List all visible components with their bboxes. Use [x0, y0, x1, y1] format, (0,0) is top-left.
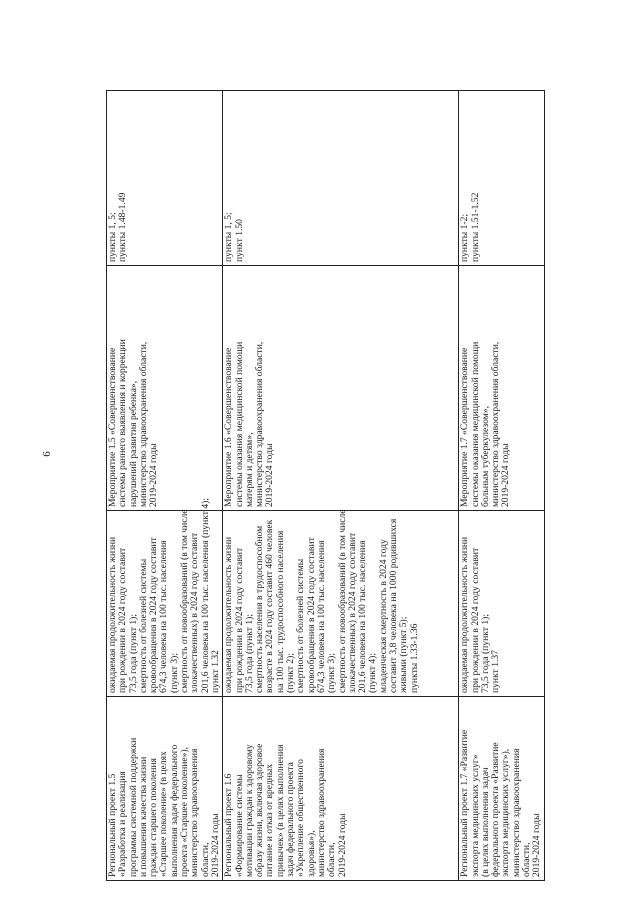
cell-line: мотивации граждан к здоровому [243, 744, 255, 877]
cell-line: младенческая смертность в 2024 году [377, 539, 389, 693]
cell-line: при рождении в 2024 году составит [233, 547, 245, 693]
cell-line: Региональный проект 1.6 [223, 773, 235, 877]
cell-line: злокачественных) в 2024 году составит [346, 532, 358, 693]
cell-line: пункты 1.33-1.36 [408, 623, 420, 693]
page-number: 6 [40, 451, 53, 457]
cell-line: Региональный проект 1.5 [107, 773, 118, 877]
cell-line: 2019-2024 годы [148, 443, 160, 507]
cell-line: кровообращения в 2024 году составит [148, 537, 160, 693]
cell-line: системы раннего выявления и коррекции [117, 339, 129, 507]
cell-line: смертность от болезней системы [295, 558, 307, 693]
cell-line: пункты 1.48-1.49 [117, 192, 129, 262]
cell-line: 2019-2024 годы [531, 813, 543, 877]
table-row [107, 91, 223, 881]
indicators-cell [223, 511, 459, 697]
items-cell [107, 91, 223, 266]
cell-line: злокачественных) в 2024 году составит [189, 532, 201, 693]
cell-line: образу жизни, включая здоровое [254, 743, 266, 877]
cell-line: 73,5 года (пункт 1); [479, 614, 491, 693]
cell-line: (пункт 3); [326, 652, 338, 693]
cell-line: нарушений развития ребенка», [127, 380, 139, 507]
indicators-cell [459, 511, 544, 697]
cell-line: пункт 1.50 [233, 219, 245, 262]
cell-line: пункты 1-2; [459, 213, 471, 262]
cell-line: задач федерального проекта [285, 762, 297, 877]
project-cell [459, 697, 544, 881]
cell-line: ожидаемая продолжительность жизни [107, 536, 118, 693]
cell-line: министерство здравоохранения [189, 748, 201, 877]
cell-line: системы оказания медицинской помощи [469, 341, 481, 507]
cell-line: 2019-2024 годы [264, 443, 276, 507]
cell-line: (пункт 3); [168, 652, 180, 693]
cell-line: смертность от болезней системы [137, 558, 149, 693]
cell-line: составит 3,8 человека на 1000 родившихся [388, 518, 400, 693]
cell-line: экспорта медицинских услуг»), [500, 748, 512, 877]
cell-line: и повышения качества жизни [137, 756, 149, 877]
cell-line: федерального проекта «Развитие [490, 742, 502, 877]
measure-cell [107, 266, 223, 511]
cell-line: здоровья»), [305, 830, 317, 877]
items-cell [223, 91, 459, 266]
cell-line: Региональный проект 1.7 «Развитие [459, 729, 471, 877]
cell-line: 2019-2024 годы [500, 443, 512, 507]
cell-line: пункт 1.37 [490, 650, 502, 693]
cell-line: экспорта медицинских услуг» [469, 754, 481, 877]
cell-line: смертность от новообразований (в том числе [179, 509, 191, 693]
cell-line: «Формирование системы [233, 774, 245, 877]
cell-line: 201,6 человека на 100 тыс. населения [357, 540, 369, 693]
cell-line: проекта «Старшее поколение»), [179, 746, 191, 877]
cell-line: ожидаемая продолжительность жизни [459, 536, 471, 693]
cell-line: при рождении в 2024 году составит [117, 547, 129, 693]
cell-line: (пункт 2); [285, 652, 297, 693]
cell-line: министерство здравоохранения области, [254, 341, 266, 507]
cell-line: «Разработка и реализация [117, 771, 129, 877]
cell-line: системы оказания медицинской помощи [233, 341, 245, 507]
cell-line: Мероприятие 1.5 «Совершенствование [107, 347, 118, 507]
cell-line: 674,3 человека на 100 тыс. населения [315, 540, 327, 693]
project-cell [223, 697, 459, 881]
project-cell [107, 697, 223, 881]
measure-cell [459, 266, 544, 511]
cell-line: министерство здравоохранения [510, 748, 522, 877]
cell-line: 201,6 человека на 100 тыс. населения (пункт 4); [199, 497, 211, 693]
cell-line: смертность от новообразований (в том числе [336, 509, 348, 693]
cell-line: 674,3 человека на 100 тыс. населения [158, 540, 170, 693]
cell-line: 73,5 года (пункт 1); [127, 614, 139, 693]
cell-line: министерство здравоохранения области, [490, 341, 502, 507]
cell-line: матерям и детям», [243, 432, 255, 507]
items-cell [459, 91, 544, 266]
cell-line: министерство здравоохранения области, [137, 341, 149, 507]
cell-line: при рождении в 2024 году составит [469, 547, 481, 693]
cell-line: программы системной поддержки [127, 737, 139, 877]
indicators-cell [107, 497, 223, 697]
cell-line: пункты 1, 5; [107, 212, 118, 262]
cell-line: Мероприятие 1.6 «Совершенствование [223, 347, 235, 507]
cell-line: пункты 1.51-1.52 [469, 192, 481, 262]
cell-line: ожидаемая продолжительность жизни [223, 536, 235, 693]
cell-line: области, [521, 842, 533, 877]
cell-line: граждан старшего поколения [148, 758, 160, 877]
table-row [459, 91, 544, 881]
cell-line: Мероприятие 1.7 «Совершенствование [459, 347, 471, 507]
cell-line: (в целях выполнения задач [479, 767, 491, 877]
cell-line: (пункт 4); [367, 652, 379, 693]
cell-line: на 100 тыс. трудоспособного населения [274, 530, 286, 693]
cell-line: 2019-2024 годы [336, 813, 348, 877]
cell-line: питание и отказ от вредных [264, 763, 276, 877]
cell-line: живыми (пункт 5); [398, 616, 410, 693]
cell-line: министерство здравоохранения [315, 748, 327, 877]
cell-line: пункт 1.32 [209, 650, 221, 693]
cell-line: больным туберкулезом», [479, 406, 491, 507]
cell-line: 73,5 года (пункт 1); [243, 614, 255, 693]
cell-line: привычек» (в целях выполнения [274, 744, 286, 877]
program-table [106, 90, 545, 881]
rotated-table-wrapper [106, 91, 543, 881]
cell-line: выполнения задач федерального [168, 744, 180, 877]
cell-line: кровообращения в 2024 году составит [305, 537, 317, 693]
cell-line: смертность населения в трудоспособном [254, 525, 266, 693]
cell-line: области, [199, 842, 211, 877]
cell-line: пункты 1, 5; [223, 212, 235, 262]
cell-line: области, [326, 842, 338, 877]
measure-cell [223, 266, 459, 511]
cell-line: «Старшее поколение» (в целях [158, 751, 170, 877]
cell-line: 2019-2024 годы [209, 813, 221, 877]
table-row [223, 91, 459, 881]
cell-line: «Укрепление общественного [295, 759, 307, 877]
cell-line: возрасте в 2024 году составит 460 человек [264, 519, 276, 693]
